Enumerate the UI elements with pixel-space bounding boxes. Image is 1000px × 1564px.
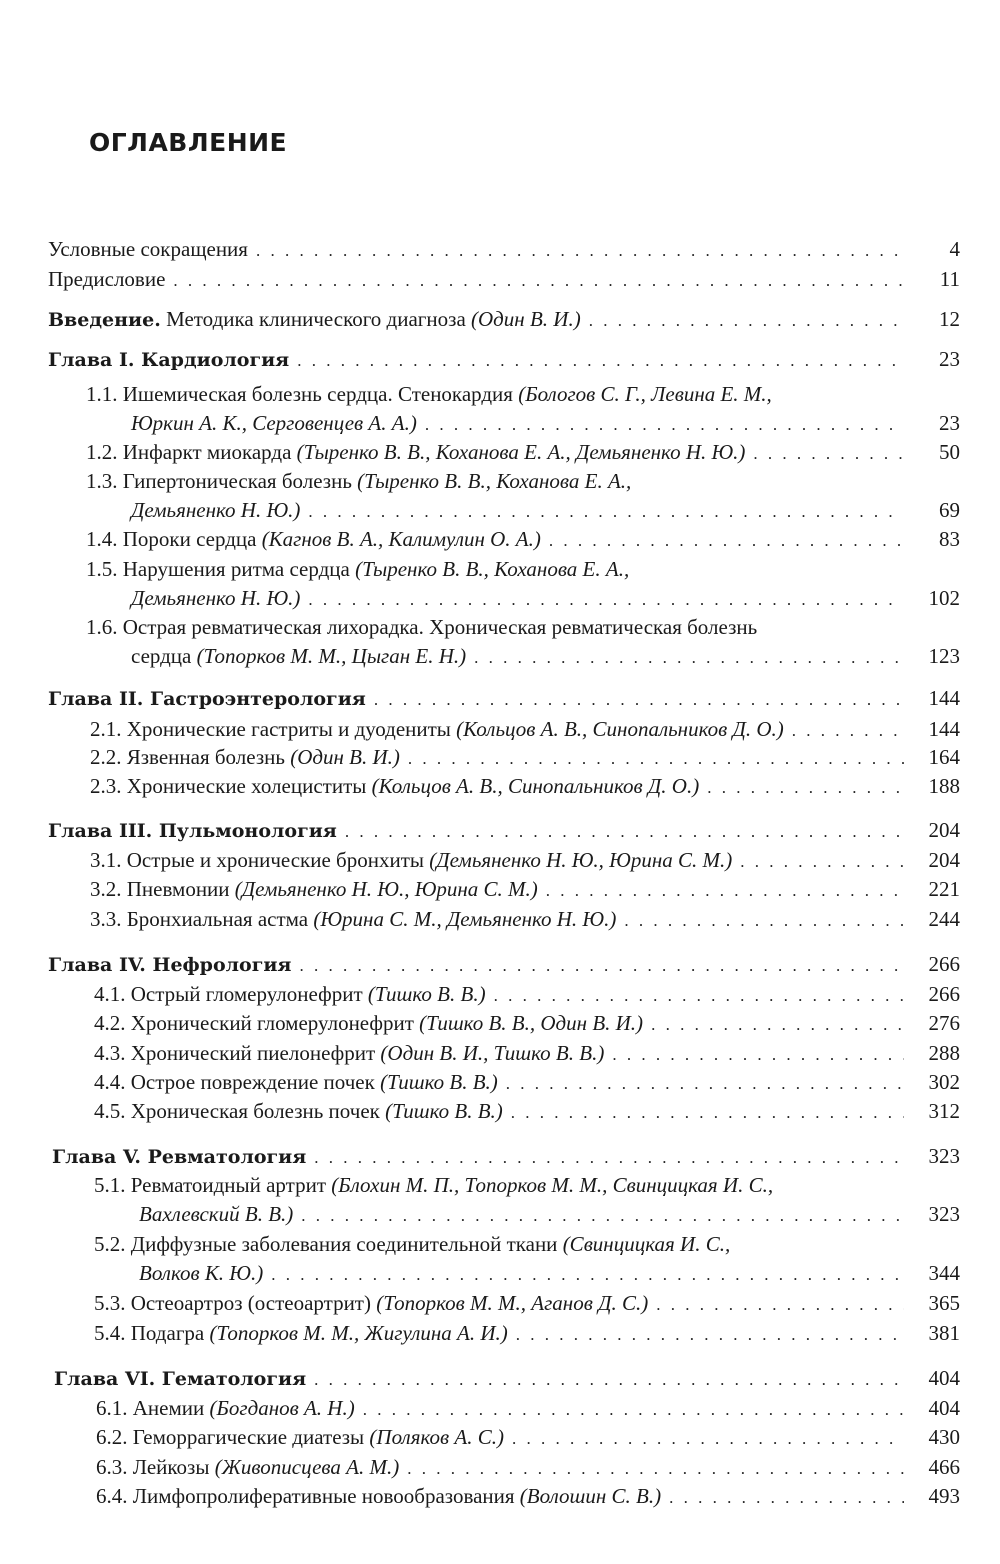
- leader-dots: [299, 953, 904, 979]
- page-number: 221: [928, 877, 960, 901]
- authors: (Демьяненко Н. Ю., Юрина С. М.): [234, 877, 538, 901]
- section-title: Бронхиальная астма: [121, 907, 314, 931]
- section-number: 6.4.: [96, 1484, 128, 1508]
- section-title: Ишемическая болезнь сердца. Стенокардия: [117, 382, 519, 406]
- entry-line-continued: [139, 1260, 910, 1286]
- section-title: Хронические холециститы: [121, 774, 372, 798]
- entry-line: [54, 1365, 910, 1391]
- entry-title: [48, 685, 366, 712]
- section-number: 6.3.: [96, 1455, 128, 1479]
- leader-dots: [256, 238, 904, 264]
- entry-line: [48, 685, 910, 711]
- entry-title: [94, 1040, 604, 1066]
- entry-title: [96, 1454, 399, 1480]
- entry-title: [94, 1320, 508, 1346]
- chapter-title: Глава VI. Гематология: [54, 1368, 307, 1390]
- entry-title: [86, 556, 629, 582]
- section-number: 1.4.: [86, 527, 118, 551]
- authors: Демьяненко Н. Ю.): [131, 498, 301, 522]
- section-number: 4.3.: [94, 1041, 126, 1065]
- authors: (Демьяненко Н. Ю., Юрина С. М.): [429, 848, 733, 872]
- entry-line: [48, 951, 910, 977]
- section-title: Язвенная болезнь: [121, 745, 291, 769]
- leader-dots: [707, 775, 904, 801]
- entry-title: [48, 306, 581, 333]
- entry-title-continued: [131, 585, 300, 611]
- leader-dots: [516, 1322, 904, 1348]
- entry-title-continued: [139, 1260, 263, 1286]
- chapter-title: Глава IV. Нефрология: [48, 954, 292, 976]
- authors: (Свинцицкая И. С.,: [562, 1232, 731, 1256]
- entry-line-continued: [139, 1201, 910, 1227]
- section-title: Предисловие: [48, 267, 166, 291]
- leader-dots: [512, 1426, 904, 1452]
- entry-title: [90, 716, 784, 742]
- chapter-title: Глава II. Гастроэнтерология: [48, 688, 366, 710]
- authors: (Один В. И.): [290, 745, 400, 769]
- page-number: 302: [928, 1070, 960, 1094]
- authors: (Живописцева А. М.): [214, 1455, 400, 1479]
- leader-dots: [589, 308, 904, 334]
- authors: Юркин А. К., Серговенцев А. А.): [131, 411, 417, 435]
- page-number: 323: [928, 1202, 960, 1226]
- leader-dots: [271, 1262, 904, 1288]
- leader-dots: [407, 1456, 904, 1482]
- leader-dots: [651, 1012, 904, 1038]
- entry-line: [94, 1069, 910, 1095]
- section-number: 1.5.: [86, 557, 118, 581]
- entry-line-continued: [131, 410, 910, 436]
- page-number: 266: [928, 982, 960, 1006]
- entry-line: [94, 981, 910, 1007]
- section-number: 4.4.: [94, 1070, 126, 1094]
- authors: (Тыренко В. В., Коханова Е. А., Демьяненко Н. Ю.): [296, 440, 746, 464]
- entry-title: [94, 1172, 773, 1198]
- leader-dots: [549, 528, 904, 554]
- authors: (Блохин М. П., Топорков М. М., Свинцицкая И. С.,: [331, 1173, 774, 1197]
- page-number: 144: [928, 686, 960, 710]
- entry-title: [96, 1424, 504, 1450]
- page-number: 365: [928, 1291, 960, 1315]
- entry-title-continued: [131, 643, 466, 669]
- section-number: 2.3.: [90, 774, 122, 798]
- authors: (Поляков А. С.): [369, 1425, 504, 1449]
- leader-dots: [612, 1042, 904, 1068]
- page-number: 144: [928, 717, 960, 741]
- authors: (Кагнов В. А., Калимулин О. А.): [261, 527, 541, 551]
- section-number: 2.1.: [90, 717, 122, 741]
- entry-title: [94, 1069, 498, 1095]
- entry-line: [94, 1172, 910, 1198]
- leader-dots: [669, 1485, 904, 1511]
- section-number: 4.5.: [94, 1099, 126, 1123]
- entry-line: [90, 876, 910, 902]
- section-number: 5.4.: [94, 1321, 126, 1345]
- entry-line: [86, 468, 910, 494]
- page-number: 430: [928, 1425, 960, 1449]
- entry-line: [94, 1010, 910, 1036]
- section-number: 3.1.: [90, 848, 122, 872]
- entry-line-continued: [131, 643, 910, 669]
- entry-title: [94, 1010, 643, 1036]
- entry-title: [48, 236, 248, 262]
- section-title: Гипертоническая болезнь: [117, 469, 358, 493]
- section-title: Хронический пиелонефрит: [125, 1041, 381, 1065]
- page-number: 266: [928, 952, 960, 976]
- section-title: сердца: [131, 644, 197, 668]
- leader-dots: [624, 908, 904, 934]
- entry-line: [48, 346, 910, 372]
- entry-title: [94, 1098, 503, 1124]
- page-title: ОГЛАВЛЕНИЕ: [89, 128, 288, 157]
- page-number: 4: [949, 237, 960, 261]
- entry-title: [94, 981, 486, 1007]
- entry-line: [94, 1098, 910, 1124]
- page-number: 69: [939, 498, 960, 522]
- leader-dots: [314, 1145, 904, 1171]
- entry-line: [94, 1231, 910, 1257]
- entry-title: [48, 266, 165, 292]
- entry-title: [90, 847, 732, 873]
- leader-dots: [425, 412, 904, 438]
- section-number: 1.6.: [86, 615, 118, 639]
- page-number: 23: [939, 411, 960, 435]
- entry-title: [90, 744, 400, 770]
- section-number: 4.2.: [94, 1011, 126, 1035]
- leader-dots: [753, 441, 904, 467]
- entry-line: [86, 439, 910, 465]
- authors: (Тишко В. В.): [367, 982, 486, 1006]
- entry-title: [86, 468, 631, 494]
- page-number: 312: [928, 1099, 960, 1123]
- page-number: 188: [928, 774, 960, 798]
- leader-dots: [494, 983, 904, 1009]
- section-number: 1.3.: [86, 469, 118, 493]
- entry-line: [90, 847, 910, 873]
- section-number: 5.2.: [94, 1232, 126, 1256]
- page-number: 12: [939, 307, 960, 331]
- leader-dots: [740, 849, 904, 875]
- section-title: Хронический гломерулонефрит: [125, 1011, 420, 1035]
- section-title: Анемии: [127, 1396, 210, 1420]
- section-title: Условные сокращения: [48, 237, 248, 261]
- leader-dots: [308, 587, 904, 613]
- section-title: Острые и хронические бронхиты: [121, 848, 430, 872]
- entry-title: [86, 439, 745, 465]
- entry-title: [90, 876, 538, 902]
- entry-line: [94, 1040, 910, 1066]
- authors: (Топорков М. М., Цыган Е. Н.): [196, 644, 467, 668]
- leader-dots: [374, 687, 904, 713]
- entry-line: [48, 236, 910, 262]
- entry-line: [96, 1395, 910, 1421]
- entry-line-continued: [131, 497, 910, 523]
- leader-dots: [301, 1203, 904, 1229]
- section-title: Методика клинического диагноза: [160, 307, 472, 331]
- page-number: 23: [939, 347, 960, 371]
- page-number: 344: [928, 1261, 960, 1285]
- entry-line: [86, 381, 910, 407]
- entry-line: [90, 716, 910, 742]
- page-number: 204: [928, 818, 960, 842]
- entry-line: [94, 1290, 910, 1316]
- entry-title: [86, 381, 772, 407]
- page-number: 123: [928, 644, 960, 668]
- chapter-title: Глава III. Пульмонология: [48, 820, 337, 842]
- page-number: 11: [939, 267, 960, 291]
- authors: Демьяненко Н. Ю.): [131, 586, 301, 610]
- section-title: Остеоартроз (остеоартрит): [125, 1291, 377, 1315]
- leader-dots: [345, 819, 904, 845]
- entry-line: [48, 817, 910, 843]
- leader-dots: [363, 1397, 904, 1423]
- page-number: 323: [928, 1144, 960, 1168]
- entry-title-continued: [131, 410, 417, 436]
- entry-line: [48, 266, 910, 292]
- leader-dots: [173, 268, 904, 294]
- leader-dots: [297, 348, 904, 374]
- section-number: 3.2.: [90, 877, 122, 901]
- bold-label: Введение.: [48, 309, 161, 331]
- entry-title: [94, 1231, 730, 1257]
- authors: (Тыренко В. В., Коханова Е. А.,: [355, 557, 630, 581]
- section-number: 6.1.: [96, 1396, 128, 1420]
- entry-title: [52, 1143, 306, 1170]
- entry-title: [96, 1395, 355, 1421]
- section-title: Хронические гастриты и дуодениты: [121, 717, 457, 741]
- section-title: Диффузные заболевания соединительной ткани: [125, 1232, 563, 1256]
- entry-title: [48, 951, 291, 978]
- page-number: 244: [928, 907, 960, 931]
- authors: (Тишко В. В.): [380, 1070, 498, 1094]
- authors: Волков К. Ю.): [139, 1261, 264, 1285]
- page-number: 493: [928, 1484, 960, 1508]
- entry-title: [48, 817, 337, 844]
- page-number: 466: [928, 1455, 960, 1479]
- authors: (Юрина С. М., Демьяненко Н. Ю.): [313, 907, 617, 931]
- section-number: 2.2.: [90, 745, 122, 769]
- chapter-title: Глава V. Ревматология: [52, 1146, 307, 1168]
- authors: Вахлевский В. В.): [139, 1202, 294, 1226]
- entry-line: [86, 526, 910, 552]
- section-title: Острый гломерулонефрит: [125, 982, 368, 1006]
- entry-line: [90, 906, 910, 932]
- page-number: 50: [939, 440, 960, 464]
- section-title: Подагра: [125, 1321, 210, 1345]
- entry-line: [90, 744, 910, 770]
- authors: (Бологов С. Г., Левина Е. М.,: [518, 382, 772, 406]
- entry-title: [86, 614, 757, 640]
- entry-title: [48, 346, 289, 373]
- section-number: 5.3.: [94, 1291, 126, 1315]
- leader-dots: [656, 1292, 904, 1318]
- entry-title: [90, 773, 699, 799]
- authors: (Волошин С. В.): [519, 1484, 662, 1508]
- entry-title: [90, 906, 616, 932]
- authors: (Один В. И.): [471, 307, 581, 331]
- page-number: 83: [939, 527, 960, 551]
- entry-line: [96, 1424, 910, 1450]
- authors: (Тишко В. В.): [385, 1099, 503, 1123]
- page-number: 102: [928, 586, 960, 610]
- leader-dots: [546, 878, 904, 904]
- section-number: 5.1.: [94, 1173, 126, 1197]
- entry-line: [90, 773, 910, 799]
- entry-title: [54, 1365, 306, 1392]
- leader-dots: [314, 1367, 904, 1393]
- entry-line-continued: [131, 585, 910, 611]
- page-number: 404: [928, 1366, 960, 1390]
- section-title: Нарушения ритма сердца: [117, 557, 356, 581]
- page-number: 276: [928, 1011, 960, 1035]
- entry-title: [94, 1290, 648, 1316]
- page-number: 288: [928, 1041, 960, 1065]
- entry-title-continued: [139, 1201, 293, 1227]
- section-title: Хроническая болезнь почек: [125, 1099, 386, 1123]
- section-title: Геморрагические диатезы: [127, 1425, 370, 1449]
- section-number: 4.1.: [94, 982, 126, 1006]
- page-number: 164: [928, 745, 960, 769]
- section-number: 1.2.: [86, 440, 118, 464]
- page-number: 204: [928, 848, 960, 872]
- entry-line: [48, 306, 910, 332]
- authors: (Топорков М. М., Жигулина А. И.): [209, 1321, 508, 1345]
- leader-dots: [506, 1071, 904, 1097]
- authors: (Кольцов А. В., Синопальников Д. О.): [371, 774, 700, 798]
- section-title: Лимфопролиферативные новообразования: [127, 1484, 520, 1508]
- authors: (Богданов А. Н.): [209, 1396, 355, 1420]
- entry-line: [96, 1483, 910, 1509]
- leader-dots: [474, 645, 904, 671]
- section-title: Инфаркт миокарда: [117, 440, 297, 464]
- authors: (Тишко В. В., Один В. И.): [419, 1011, 644, 1035]
- section-number: 3.3.: [90, 907, 122, 931]
- entry-title-continued: [131, 497, 300, 523]
- entry-line: [52, 1143, 910, 1169]
- entry-title: [86, 526, 541, 552]
- section-number: 6.2.: [96, 1425, 128, 1449]
- section-number: 1.1.: [86, 382, 118, 406]
- leader-dots: [308, 499, 904, 525]
- entry-line: [86, 556, 910, 582]
- page-number: 381: [928, 1321, 960, 1345]
- leader-dots: [511, 1100, 904, 1126]
- chapter-title: Глава I. Кардиология: [48, 349, 290, 371]
- authors: (Тыренко В. В., Коханова Е. А.,: [357, 469, 632, 493]
- entry-line: [94, 1320, 910, 1346]
- authors: (Один В. И., Тишко В. В.): [380, 1041, 605, 1065]
- page-number: 404: [928, 1396, 960, 1420]
- section-title: Острая ревматическая лихорадка. Хроническая ревматическая болезнь: [117, 615, 758, 639]
- authors: (Кольцов А. В., Синопальников Д. О.): [456, 717, 784, 741]
- leader-dots: [408, 746, 904, 772]
- entry-line: [86, 614, 910, 640]
- leader-dots: [792, 718, 904, 744]
- entry-title: [96, 1483, 661, 1509]
- section-title: Лейкозы: [127, 1455, 215, 1479]
- entry-line: [96, 1454, 910, 1480]
- section-title: Пороки сердца: [117, 527, 262, 551]
- section-title: Пневмонии: [121, 877, 235, 901]
- authors: (Топорков М. М., Аганов Д. С.): [376, 1291, 649, 1315]
- section-title: Ревматоидный артрит: [125, 1173, 332, 1197]
- section-title: Острое повреждение почек: [125, 1070, 381, 1094]
